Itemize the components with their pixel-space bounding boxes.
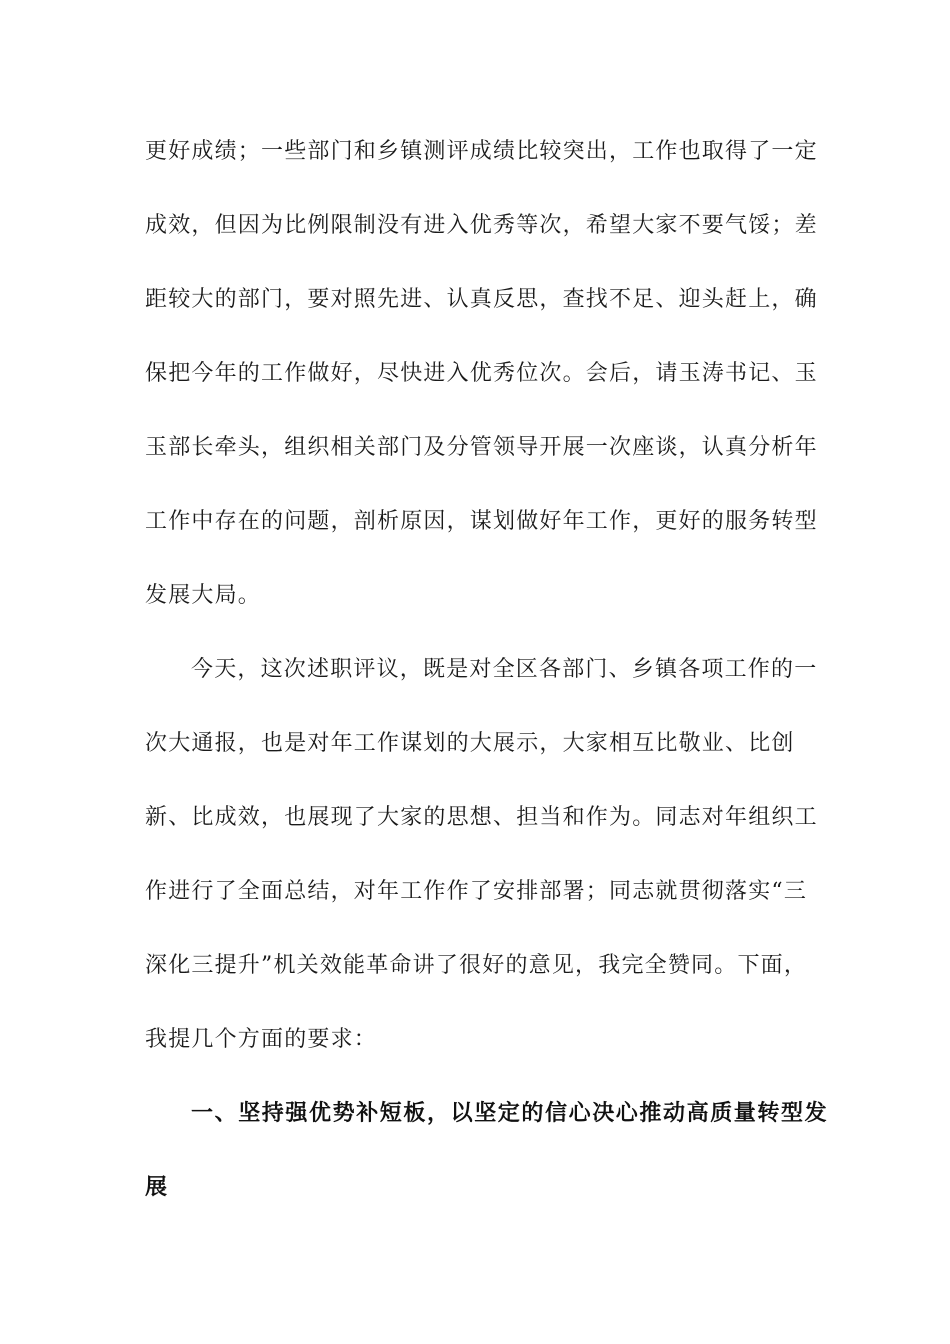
paragraph-line: 距较大的部门，要对照先进、认真反思，查找不足、迎头赶上，确: [145, 287, 818, 312]
paragraph-line: 作进行了全面总结，对年工作作了安排部署；同志就贯彻落实“三: [145, 879, 808, 904]
paragraph-line: 更好成绩；一些部门和乡镇测评成绩比较突出，工作也取得了一定: [145, 139, 818, 164]
section-heading: 展: [145, 1175, 169, 1200]
paragraph-line: 工作中存在的问题，剖析原因，谋划做好年工作，更好的服务转型: [145, 509, 818, 534]
paragraph-line: 成效，但因为比例限制没有进入优秀等次，希望大家不要气馁；差: [145, 213, 818, 238]
paragraph-line: 发展大局。: [145, 583, 262, 608]
paragraph-line: 保把今年的工作做好，尽快进入优秀位次。会后，请玉涛书记、玉: [145, 361, 818, 386]
section-heading: 一、坚持强优势补短板，以坚定的信心决心推动高质量转型发: [191, 1101, 829, 1126]
paragraph-line: 深化三提升”机关效能革命讲了很好的意见，我完全赞同。下面，: [145, 953, 808, 978]
paragraph-line: 我提几个方面的要求：: [145, 1027, 378, 1052]
paragraph-line: 玉部长牵头，组织相关部门及分管领导开展一次座谈，认真分析年: [145, 435, 818, 460]
paragraph-line: 次大通报，也是对年工作谋划的大展示，大家相互比敬业、比创: [145, 731, 795, 756]
paragraph-line: 今天，这次述职评议，既是对全区各部门、乡镇各项工作的一: [191, 657, 818, 682]
paragraph-line: 新、比成效，也展现了大家的思想、担当和作为。同志对年组织工: [145, 805, 818, 830]
